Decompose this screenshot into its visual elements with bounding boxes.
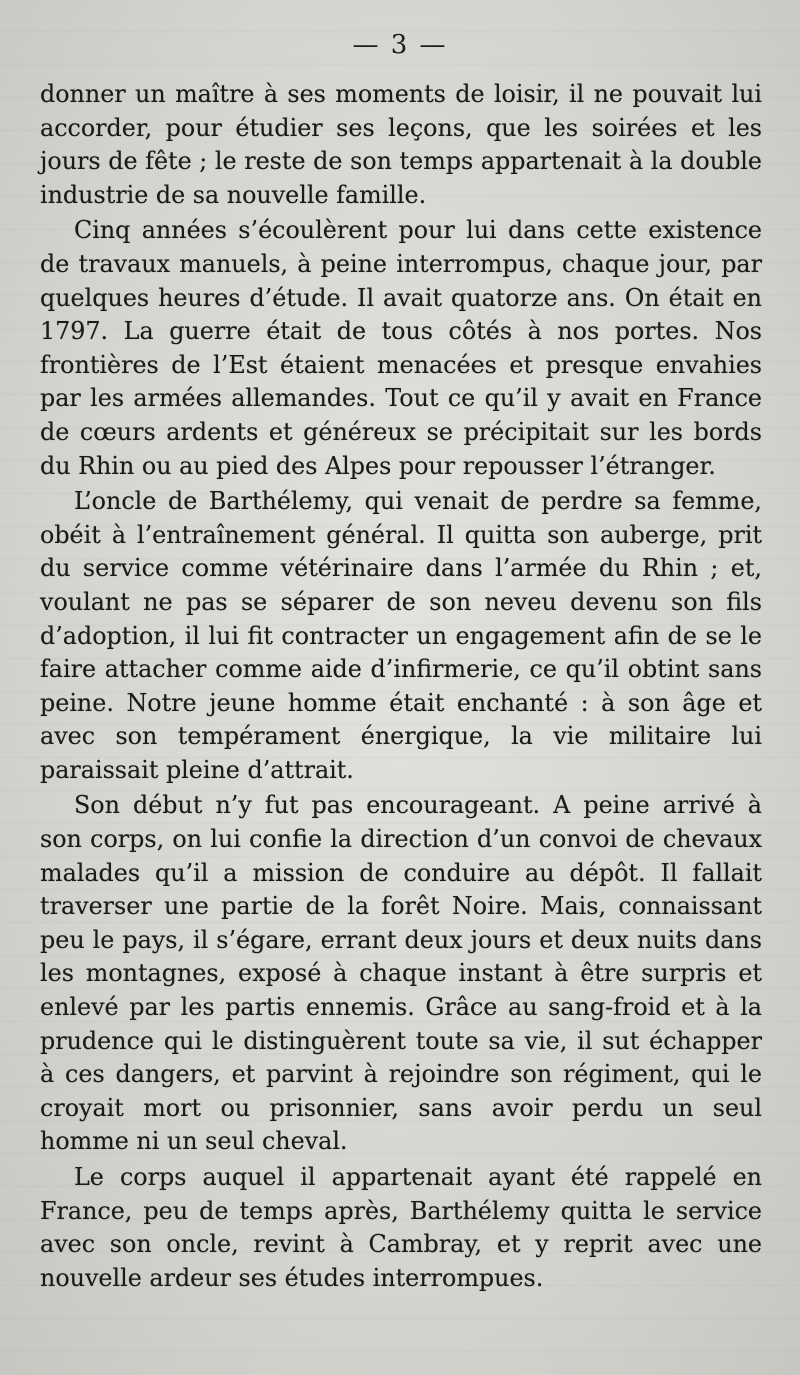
paragraph-4: Son début n’y fut pas encourageant. A peine arrivé à son corps, on lui confie la direction d’un convoi de chevaux malades qu’il a mission de conduire au dépôt. Il fallait traverser une partie de la forêt Noire. Mais, connaissant peu le pays, il s’égare, errant deux jours et deux nuits dans les montagnes, exposé à chaque instant à être surpris et enlevé par les partis ennemis. Grâce au sang-froid et à la prudence qui le distinguèrent toute sa vie, il sut échapper à ces dangers, et parvint à rejoindre son régiment, qui le croyait mort ou prisonnier, sans avoir perdu un seul homme ni un seul cheval. bbox=[40, 791, 762, 1156]
paragraph-1: donner un maître à ses moments de loisir, il ne pouvait lui accorder, pour étudier ses leçons, que les soirées et les jours de fête ; le reste de son temps appartenait à la double industrie de sa nouvelle famille. bbox=[40, 80, 762, 209]
paragraph-5: Le corps auquel il appartenait ayant été rappelé en France, peu de temps après, Barthélemy quitta le service avec son oncle, revint à Cambray, et y reprit avec une nouvelle ardeur ses études interrompues. bbox=[40, 1163, 762, 1292]
body-text bbox=[40, 78, 762, 1295]
paragraph-3: L’oncle de Barthélemy, qui venait de perdre sa femme, obéit à l’entraînement général. Il quitta son auberge, prit du service comme vétérinaire dans l’armée du Rhin ; et, voulant ne pas se séparer de son neveu devenu son fils d’adoption, il lui fit contracter un engagement afin de se le faire attacher comme aide d’infirmerie, ce qu’il obtint sans peine. Notre jeune homme était enchanté : à son âge et avec son tempérament énergique, la vie militaire lui paraissait pleine d’attrait. bbox=[40, 487, 762, 784]
paragraph-2: Cinq années s’écoulèrent pour lui dans cette existence de travaux manuels, à peine interrompus, chaque jour, par quelques heures d’étude. Il avait quatorze ans. On était en 1797. La guerre était de tous côtés à nos portes. Nos frontières de l’Est étaient menacées et presque envahies par les armées allemandes. Tout ce qu’il y avait en France de cœurs ardents et généreux se précipitait sur les bords du Rhin ou au pied des Alpes pour repousser l’étranger. bbox=[40, 216, 762, 480]
page-number: — 3 — bbox=[352, 30, 448, 60]
